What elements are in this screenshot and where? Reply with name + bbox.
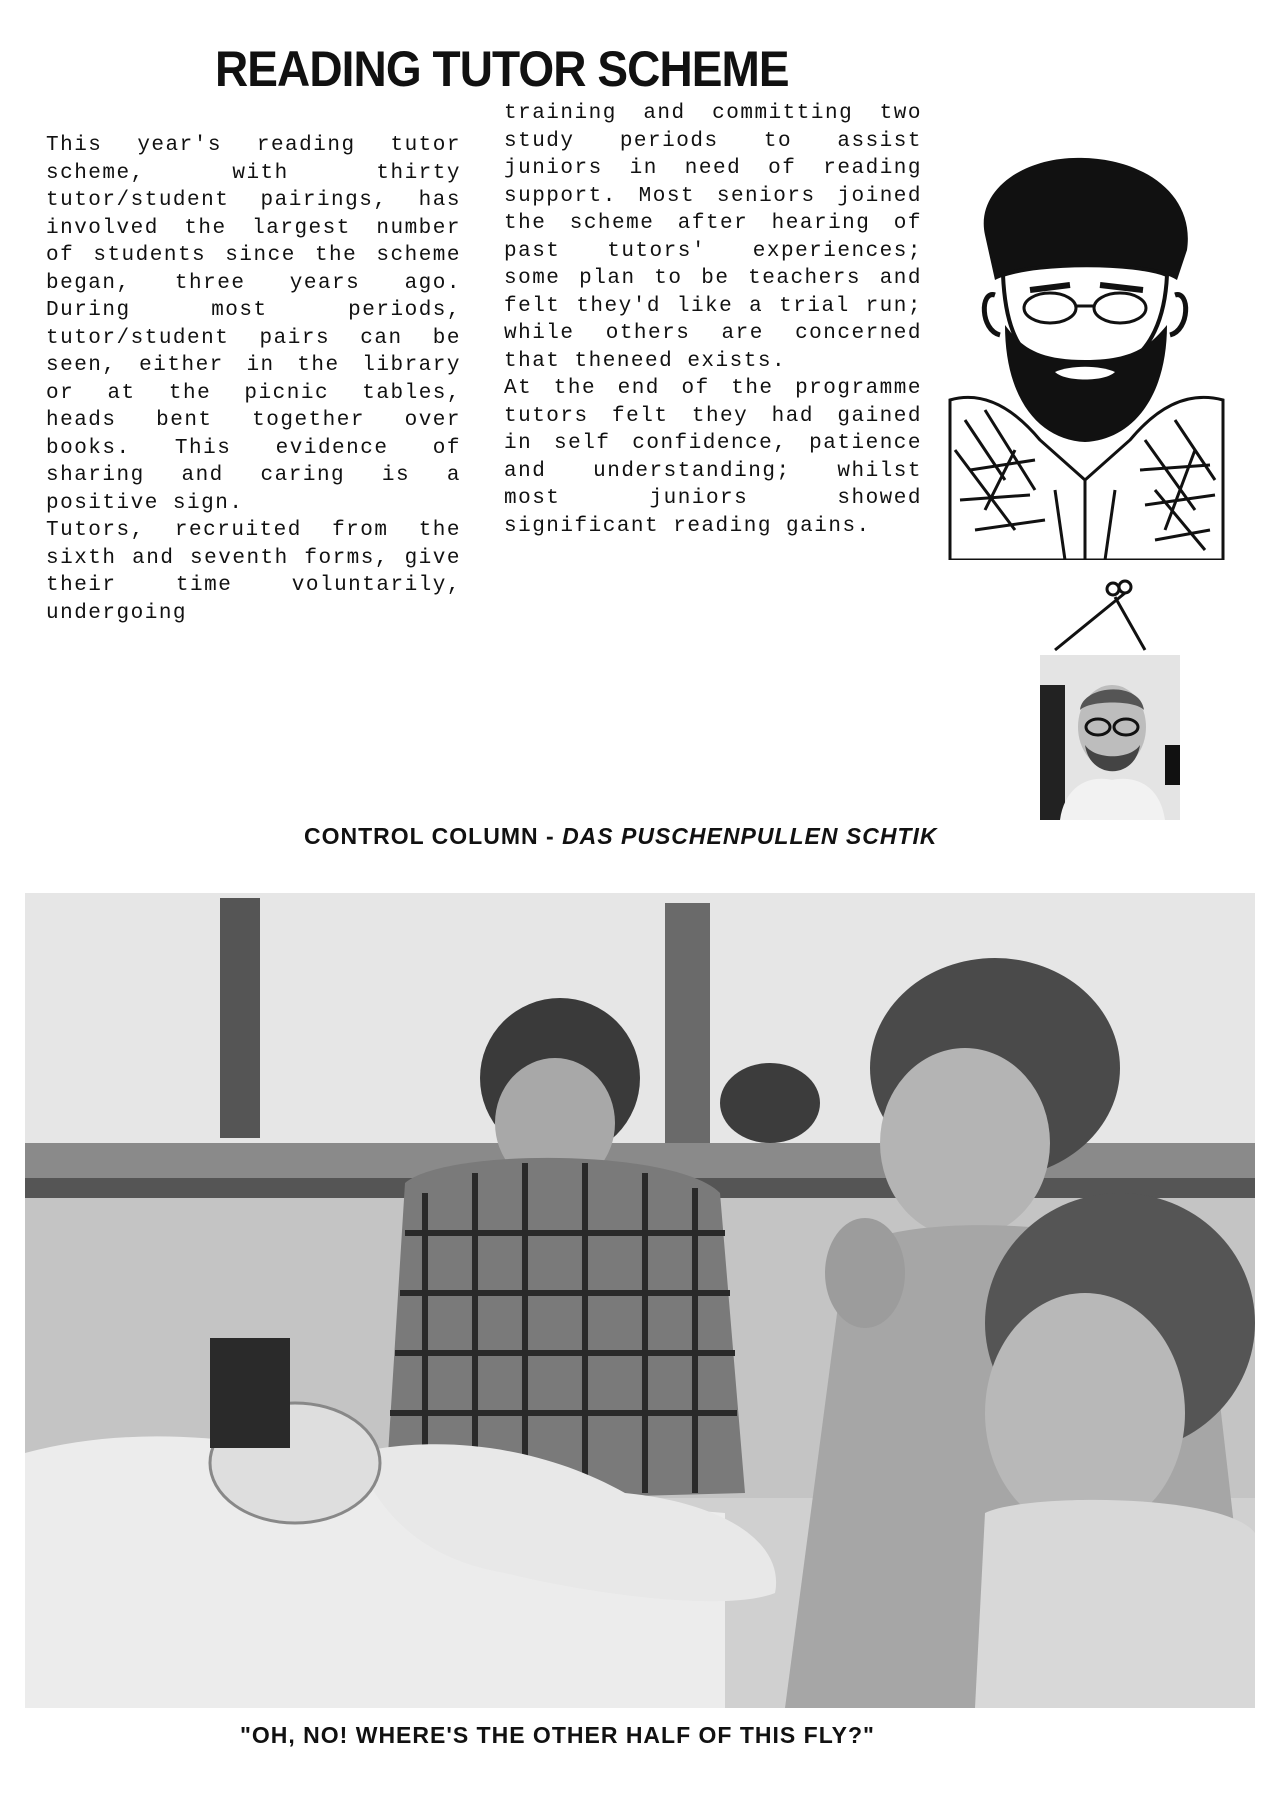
photo-caption: "OH, NO! WHERE'S THE OTHER HALF OF THIS FLY?" bbox=[240, 1722, 875, 1748]
control-column-label: CONTROL COLUMN - bbox=[304, 823, 563, 849]
article-title: READING TUTOR SCHEME bbox=[215, 41, 789, 97]
column-1-paragraph-1: This year's reading tutor scheme, with thirty tutor/student pairings, has involved the largest number of students since the scheme began, three years ago. During most periods, tutor/student pairs can be seen, either in the library or at the picnic tables, heads bent together over books. This evidence of sharing and caring is a positive sign. bbox=[46, 134, 461, 515]
column-2-paragraph-2: At the end of the programme tutors felt they had gained in self confidence, patience and understanding; whilst most juniors showed significant reading gains. bbox=[504, 377, 922, 538]
column-1-paragraph-2: Tutors, recruited from the sixth and seventh forms, give their time voluntarily, undergoing bbox=[46, 519, 461, 625]
students-reading-photo bbox=[25, 893, 1255, 1708]
article-column-2 bbox=[504, 100, 922, 540]
man-portrait-photo bbox=[1040, 655, 1180, 820]
article-column-1 bbox=[46, 132, 461, 627]
column-2-paragraph-1: training and committing two study periods to assist juniors in need of reading support. Most seniors joined the scheme after hearing of past tutors' experiences; some plan to be teachers and felt they'd like a trial run; while others are concerned that theneed exists. bbox=[504, 102, 922, 373]
control-column-heading bbox=[304, 823, 937, 850]
bearded-man-sketch bbox=[945, 150, 1225, 560]
control-column-title: DAS PUSCHENPULLEN SCHTIK bbox=[562, 823, 938, 849]
scissors-icon bbox=[1050, 575, 1150, 655]
